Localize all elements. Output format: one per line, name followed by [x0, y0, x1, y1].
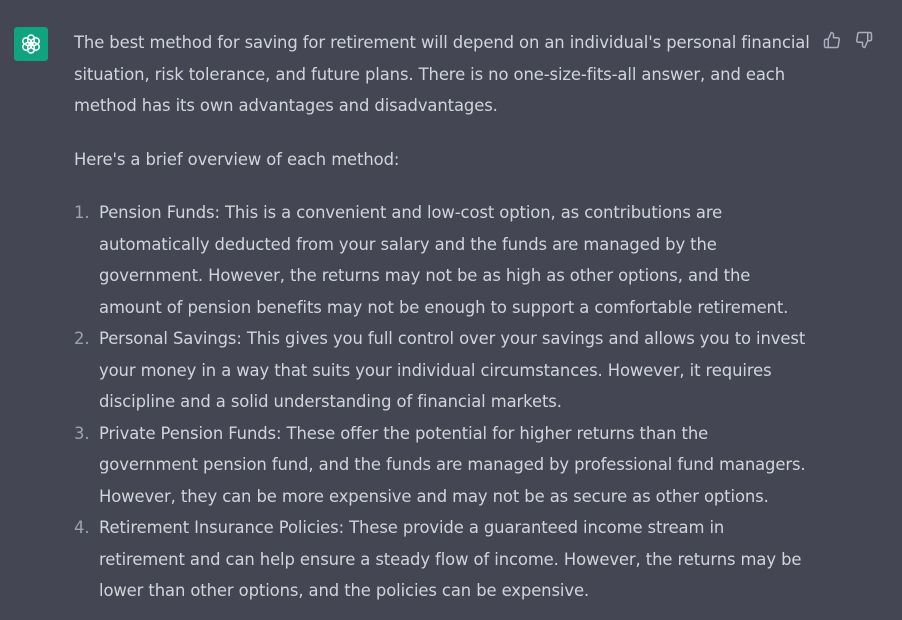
thumbs-down-icon — [855, 31, 873, 49]
methods-list — [74, 197, 810, 607]
feedback-actions — [822, 30, 874, 50]
overview-paragraph: Here's a brief overview of each method: — [74, 149, 400, 169]
list-item-number: 4. — [74, 518, 90, 537]
list-item-number: 2. — [74, 329, 90, 348]
list-item-number: 3. — [74, 423, 90, 443]
thumbs-down-button[interactable] — [854, 30, 874, 50]
list-item-text: Pension Funds: This is a convenient and low-cost option, as contributions are automatically deducted from your salary and the funds are managed by the government. However, the returns may not be as high as other options, and the amount of pension benefits may not be enough to support a comfortable retirement. — [99, 203, 789, 317]
intro-paragraph: The best method for saving for retirement will depend on an individual's personal financial situation, risk tolerance, and future plans. There is no one-size-fits-all answer, and each method has its own advantages and disadvantages. — [74, 33, 810, 115]
list-item-text: Private Pension Funds: These offer the potential for higher returns than the government pension fund, and the funds are managed by professional fund managers. However, they can be more expensive and may not be as secure as other options. — [99, 423, 806, 506]
openai-logo-icon — [19, 32, 43, 56]
list-item — [74, 512, 810, 607]
list-item-text: Retirement Insurance Policies: These provide a guaranteed income stream in retirement and can help ensure a steady flow of income. However, the returns may be lower than other options, and the policies can be expensive. — [99, 518, 802, 600]
list-item — [74, 418, 810, 513]
list-item — [74, 197, 810, 323]
message-content — [74, 27, 810, 607]
list-item-text: Personal Savings: This gives you full control over your savings and allows you to invest your money in a way that suits your individual circumstances. However, it requires discipline and a solid understanding of financial markets. — [99, 329, 806, 411]
list-item — [74, 323, 810, 418]
thumbs-up-icon — [823, 31, 841, 49]
thumbs-up-button[interactable] — [822, 30, 842, 50]
list-item-number: 1. — [74, 203, 90, 222]
assistant-avatar — [14, 27, 48, 61]
